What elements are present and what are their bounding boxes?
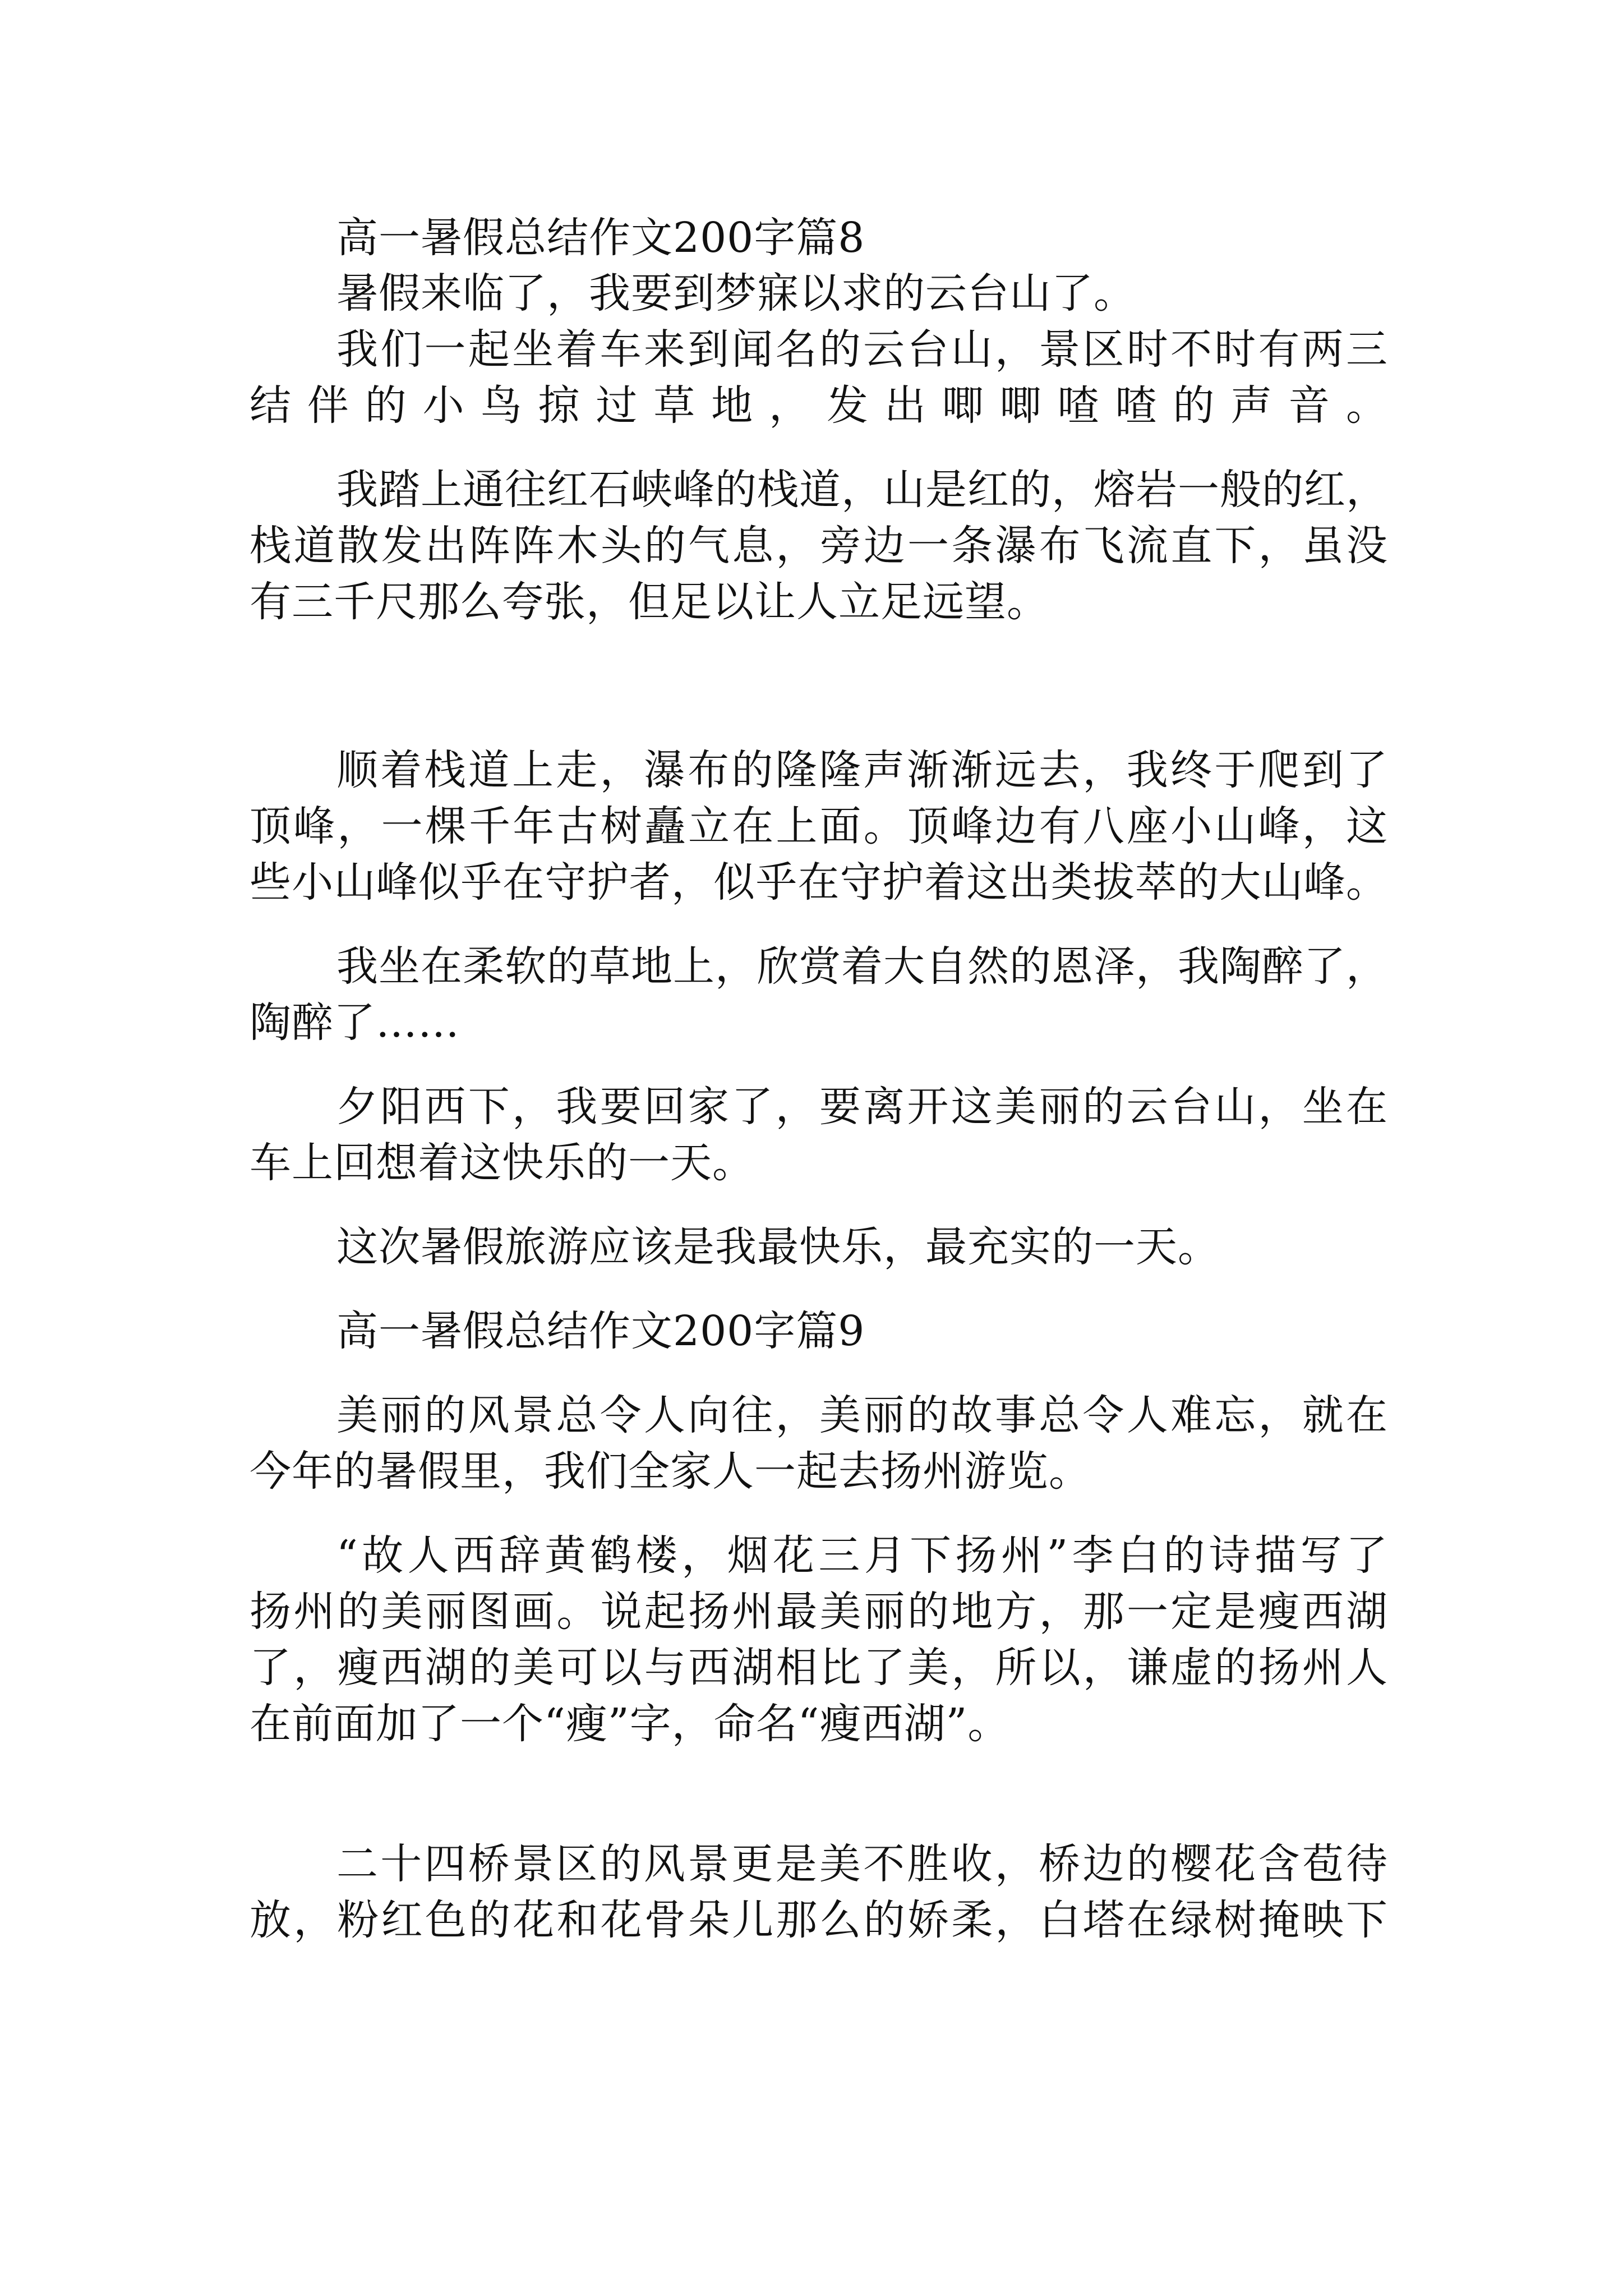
heading-essay-9: 高一暑假总结作文200字篇9	[336, 1307, 865, 1355]
paragraph-line: 陶醉了……	[250, 999, 460, 1047]
paragraph-line: 些小山峰似乎在守护者，似乎在守护着这出类拔萃的大山峰。	[250, 858, 1388, 907]
paragraph-line: 暑假来临了，我要到梦寐以求的云台山了。	[336, 269, 1136, 318]
paragraph-line: 放，粉红色的花和花骨朵儿那么的娇柔，白塔在绿树掩映下	[250, 1896, 1388, 1944]
paragraph-line: 顺着栈道上走，瀑布的隆隆声渐渐远去，我终于爬到了	[336, 746, 1388, 794]
paragraph-line: 有三千尺那么夸张，但足以让人立足远望。	[250, 578, 1049, 626]
paragraph-line: “故人西辞黄鹤楼，烟花三月下扬州”李白的诗描写了	[336, 1531, 1388, 1580]
paragraph-line: 结伴的小鸟掠过草地，发出唧唧喳喳的声音。	[250, 381, 1388, 430]
heading-essay-8: 高一暑假总结作文200字篇8	[336, 214, 865, 262]
paragraph-line: 我坐在柔软的草地上，欣赏着大自然的恩泽，我陶醉了，	[336, 942, 1388, 991]
paragraph-line: 我们一起坐着车来到闻名的云台山，景区时不时有两三	[336, 325, 1388, 374]
paragraph-line: 我踏上通往红石峡峰的栈道，山是红的，熔岩一般的红，	[336, 466, 1388, 514]
paragraph-line: 这次暑假旅游应该是我最快乐，最充实的一天。	[336, 1223, 1220, 1271]
paragraph-line: 扬州的美丽图画。说起扬州最美丽的地方，那一定是瘦西湖	[250, 1588, 1388, 1636]
paragraph-line: 二十四桥景区的风景更是美不胜收，桥边的樱花含苞待	[336, 1840, 1388, 1888]
paragraph-line: 夕阳西下，我要回家了，要离开这美丽的云台山，坐在	[336, 1083, 1388, 1131]
paragraph-line: 在前面加了一个“瘦”字，命名“瘦西湖”。	[250, 1700, 1010, 1748]
paragraph-line: 今年的暑假里，我们全家人一起去扬州游览。	[250, 1447, 1091, 1496]
paragraph-line: 美丽的风景总令人向往，美丽的故事总令人难忘，就在	[336, 1391, 1388, 1439]
paragraph-line: 栈道散发出阵阵木头的气息，旁边一条瀑布飞流直下，虽没	[250, 522, 1388, 570]
paragraph-line: 了，瘦西湖的美可以与西湖相比了美，所以，谦虚的扬州人	[250, 1644, 1388, 1692]
paragraph-line: 车上回想着这快乐的一天。	[250, 1139, 754, 1187]
paragraph-line: 顶峰，一棵千年古树矗立在上面。顶峰边有八座小山峰，这	[250, 802, 1388, 850]
